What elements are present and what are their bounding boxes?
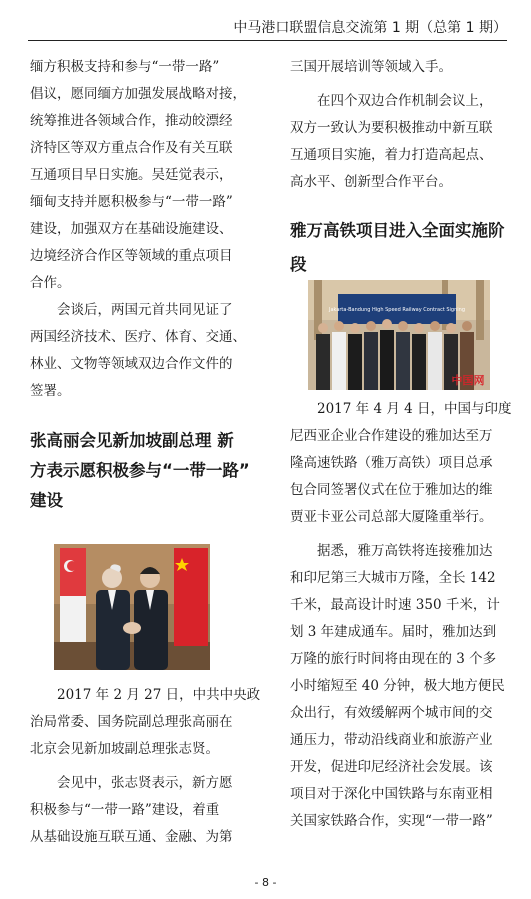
text-line: 合作。 bbox=[30, 275, 71, 291]
meeting-photo-illustration bbox=[54, 544, 210, 670]
heading-line: 方表示愿积极参与“一带一路” bbox=[30, 461, 250, 480]
text-line: 从基础设施互联互通、金融、为第 bbox=[30, 829, 233, 845]
text-line: 高水平、创新型合作平台。 bbox=[290, 174, 452, 190]
text-line: 在四个双边合作机制会议上， bbox=[317, 93, 493, 109]
text-line: 互通项目实施，着力打造高起点、 bbox=[290, 147, 493, 163]
heading-line: 张高丽会见新加坡副总理 新 bbox=[30, 431, 234, 450]
text-line: 治局常委、国务院副总理张高丽在 bbox=[30, 714, 233, 730]
heading-line: 段 bbox=[290, 255, 307, 274]
page-header bbox=[28, 18, 507, 41]
text-line: 互通项目早日实施。吴廷觉表示， bbox=[30, 167, 233, 183]
text-line: 林业、文物等领域双边合作文件的 bbox=[30, 356, 233, 372]
text-line: 隆高速铁路（雅万高铁）项目总承 bbox=[290, 455, 493, 471]
text-line: 众出行，有效缓解两个城市间的交 bbox=[290, 705, 493, 721]
text-line: 划 3 年建成通车。届时，雅加达到 bbox=[290, 624, 497, 640]
text-line: 双方一致认为要积极推动中新互联 bbox=[290, 120, 493, 136]
text-line: 会谈后，两国元首共同见证了 bbox=[57, 302, 233, 318]
text-line: 济特区等双方重点合作及有关互联 bbox=[30, 140, 233, 156]
text-line: 北京会见新加坡副总理张志贤。 bbox=[30, 741, 219, 757]
text-line: 建设，加强双方在基础设施建设、 bbox=[30, 221, 233, 237]
singapore-flag-icon bbox=[60, 548, 86, 642]
text-line: 通压力，带动沿线商业和旅游产业 bbox=[290, 732, 493, 748]
text-line: 千米，最高设计时速 350 千米，计 bbox=[290, 597, 500, 613]
text-line: 两国经济技术、医疗、体育、交通、 bbox=[30, 329, 246, 345]
signing-ceremony-illustration bbox=[308, 280, 490, 390]
text-line: 2017 年 4 月 4 日，中国与印度 bbox=[317, 401, 512, 417]
text-line: 据悉，雅万高铁将连接雅加达 bbox=[317, 543, 493, 559]
header-title: 中马港口联盟信息交流第 1 期（总第 1 期） bbox=[233, 20, 507, 36]
heading-line: 雅万高铁项目进入全面实施阶 bbox=[290, 221, 505, 240]
photo-watermark: 中国网 bbox=[451, 374, 485, 387]
text-line: 贾亚卡亚公司总部大厦隆重举行。 bbox=[290, 509, 493, 525]
page-number: - 8 - bbox=[254, 876, 277, 889]
text-line: 关国家铁路合作，实现“一带一路” bbox=[290, 813, 493, 829]
text-line: 万隆的旅行时间将由现在的 3 个多 bbox=[290, 651, 497, 667]
text-line: 签署。 bbox=[30, 383, 71, 399]
text-line: 积极参与“一带一路”建设，着重 bbox=[30, 802, 220, 818]
text-line: 统筹推进各领域合作，推动皎漂经 bbox=[30, 113, 233, 129]
signing-ceremony-photo bbox=[308, 280, 490, 390]
text-line: 三国开展培训等领域入手。 bbox=[290, 59, 452, 75]
text-line: 倡议，愿同缅方加强发展战略对接， bbox=[30, 86, 246, 102]
text-line: 边境经济合作区等领域的重点项目 bbox=[30, 248, 233, 264]
text-line: 开发，促进印尼经济社会发展。该 bbox=[290, 759, 493, 775]
meeting-photo bbox=[54, 544, 210, 670]
text-line: 项目对于深化中国铁路与东南亚相 bbox=[290, 786, 493, 802]
text-line: 2017 年 2 月 27 日，中共中央政 bbox=[57, 687, 261, 703]
text-line: 缅甸支持并愿积极参与“一带一路” bbox=[30, 194, 233, 210]
text-line: 会见中，张志贤表示，新方愿 bbox=[57, 775, 233, 791]
china-flag-icon bbox=[174, 548, 208, 646]
text-line: 缅方积极支持和参与“一带一路” bbox=[30, 59, 220, 75]
text-line: 包合同签署仪式在位于雅加达的维 bbox=[290, 482, 493, 498]
text-line: 和印尼第三大城市万隆，全长 142 bbox=[290, 570, 496, 586]
text-line: 小时缩短至 40 分钟，极大地方便民 bbox=[290, 678, 505, 694]
text-line: 尼西亚企业合作建设的雅加达至万 bbox=[290, 428, 493, 444]
heading-line: 建设 bbox=[30, 491, 63, 510]
page-footer bbox=[0, 876, 531, 889]
banner-text: Jakarta-Bandung High Speed Railway Contract Signing bbox=[328, 307, 466, 313]
